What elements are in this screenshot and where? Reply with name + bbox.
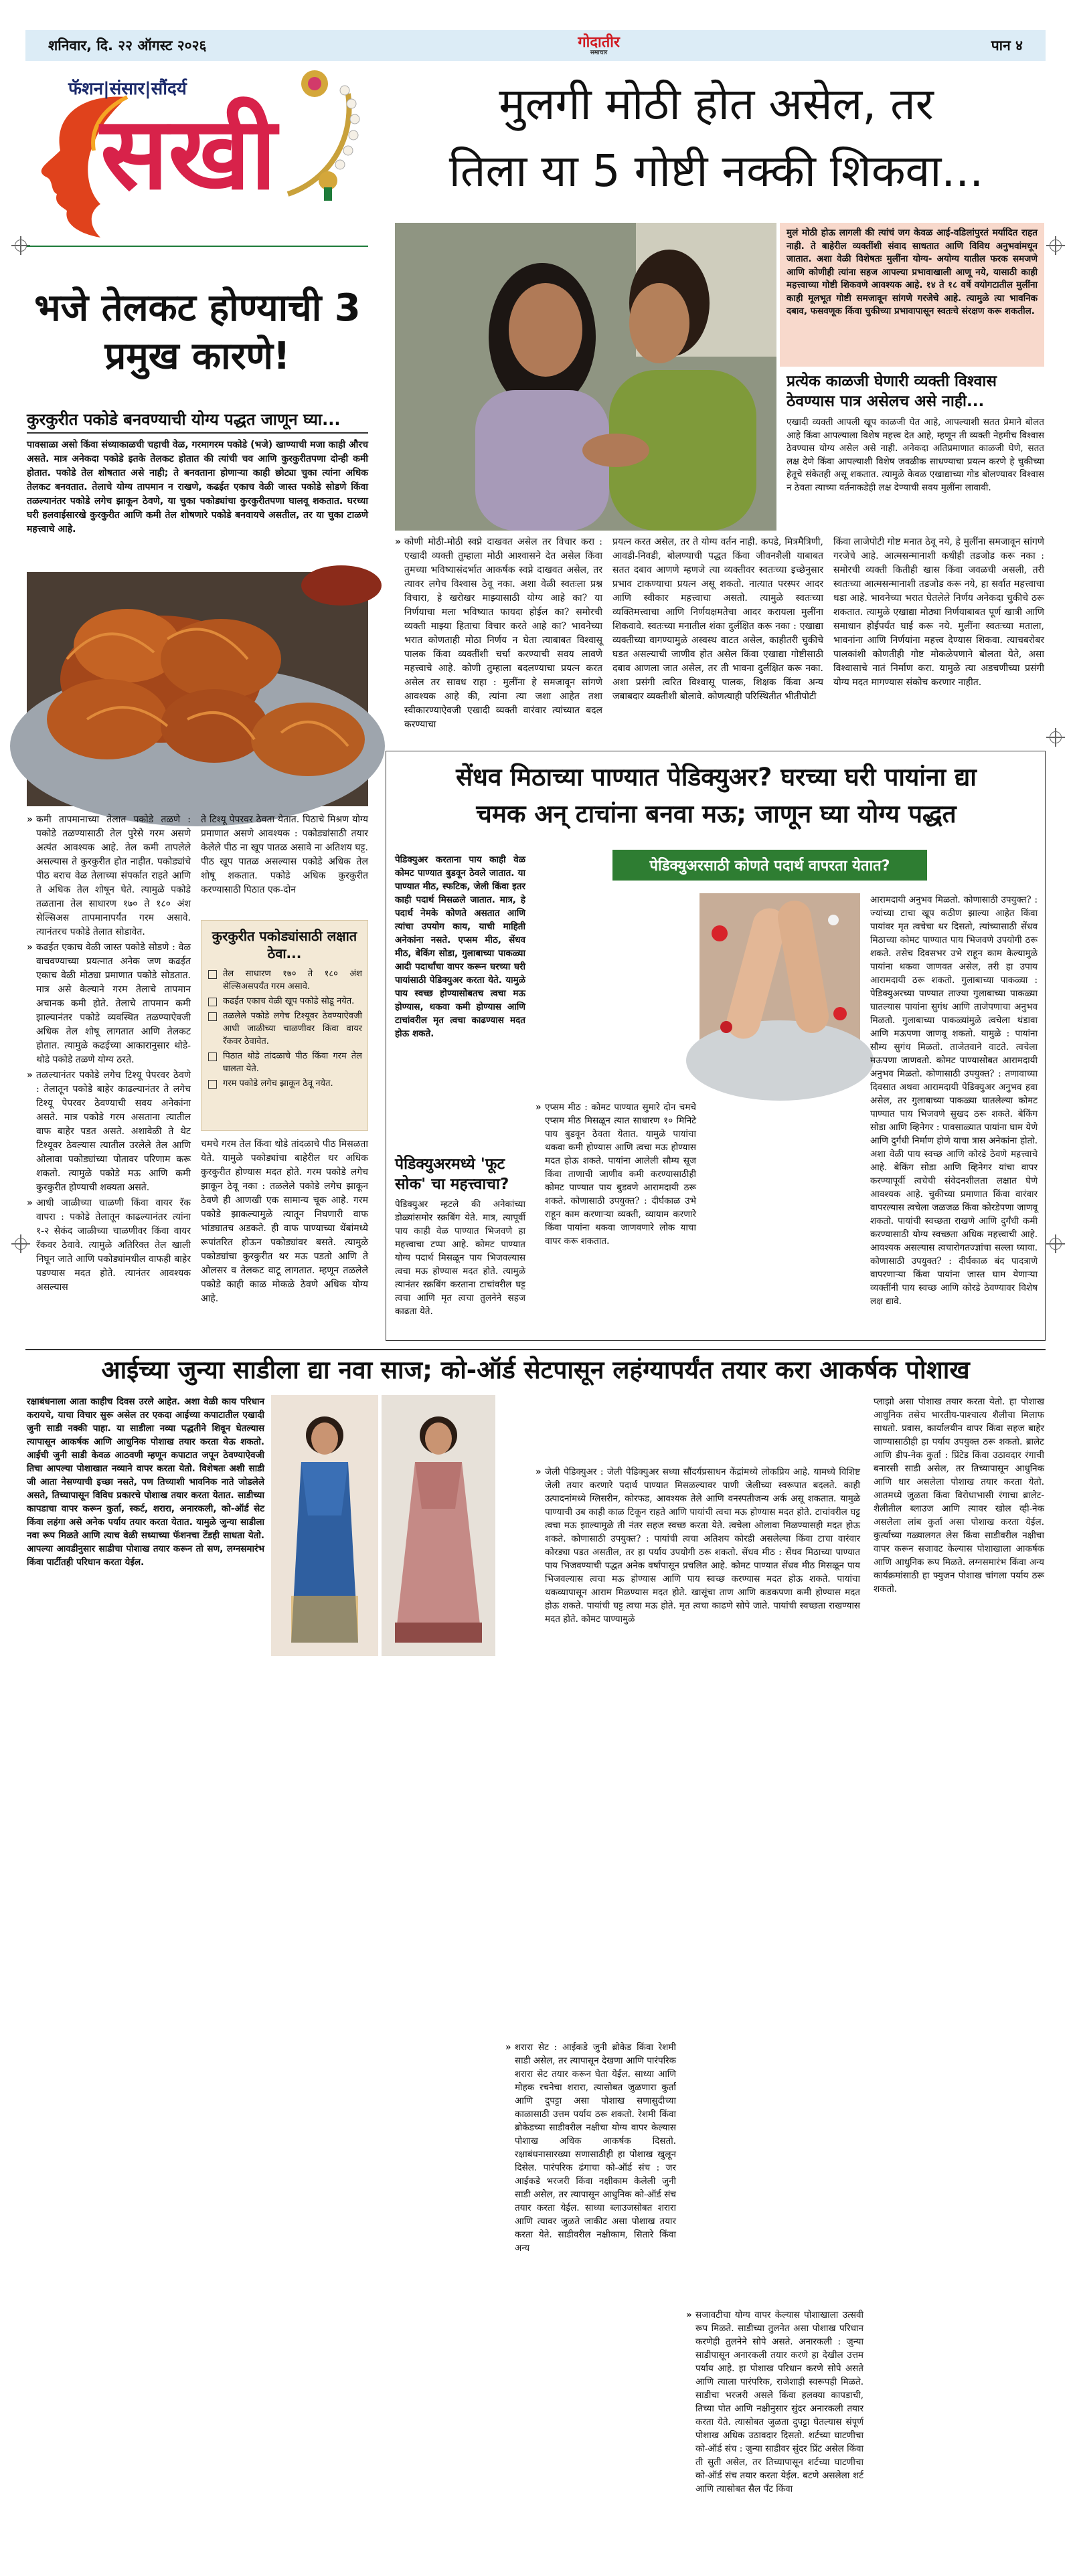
issue-date: शनिवार, दि. २२ ऑगस्ट २०२६: [48, 37, 207, 54]
bhaje-point: » कमी तापमानाच्या तेलात पकोडे तळणे : पकोडे तळण्यासाठी तेल पुरेसे गरम असणे अत्यंत आवश्यक आहे. तेल कमी तापलेले असल्यास ते कुरकुरीत होत नाहीत. पकोड्यांचे पीठ बराच वेळ तेलाच्या संपर्कात राहते आणि ते अधिक तेल शोषून घेते. त्यामुळे पकोडे तळताना तेल साधारण १७० ते १८० अंश सेल्सिअस तापमानापर्यंत गरम असावे. त्यानंतरच पकोडे तेलात सोडावेत.: [27, 813, 191, 939]
bhaje-point: » तळल्यानंतर पकोडे लगेच टिश्यू पेपरवर ठेवणे : तेलातून पकोडे बाहेर काढल्यानंतर ते लगेच टिश्यू पेपरवर ठेवण्याची सवय अनेकांना असते. मात्र पकोडे गरम असताना त्यातील वाफ बाहेर पडत असते. अशावेळी ते थेट टिश्यूवर ठेवल्यास त्यातील उरलेले तेल आणि ओलावा पकोड्यांच्या पोतावर परिणाम करू शकतो. त्यामुळे पकोडे मऊ आणि कमी कुरकुरीत होण्याची शक्यता असते.: [27, 1069, 191, 1195]
girl-side-text: एखादी व्यक्ती आपली खूप काळजी घेत आहे, आपल्याशी सतत प्रेमाने बोलत आहे किंवा आपल्याला विशेष महत्त्व देत आहे, म्हणून ती व्यक्ती नेहमीच विश्वास ठेवण्यास योग्य असेल असे नाही. अनेकदा अतिप्रमाणात काळजी घेणे, सतत लक्ष देणे किंवा आपल्याशी विशेष जवळीक साधण्याचा प्रयत्न करणे हे चुकीच्या हेतूचे संकेतही असू शकतात. त्यामुळे केवळ एखाद्याच्या गोड बोलण्यावर विश्वास न ठेवता त्याच्या वर्तनाकडेही लक्ष देण्याची सवय मुलींना लावावी.: [787, 417, 1044, 493]
section-name: सखी: [100, 96, 276, 212]
divider: [25, 1349, 1046, 1350]
girl-subhead: प्रत्येक काळजी घेणारी व्यक्ती विश्वास ठेवण्यास पात्र असेलच असे नाही...: [787, 373, 997, 410]
bhaje-point: » आधी जाळीच्या चाळणी किंवा वायर रॅक वापरा : पकोडे तेलातून काढल्यानंतर त्यांना १-२ सेकंद जाळीच्या चाळणीवर किंवा वायर रॅकवर ठेवावे. त्यामुळे अतिरिक्त तेल खाली निघून जाते आणि पकोड्यांमधील वाफही बाहेर पडण्यास मदत होते. त्यानंतर आवश्यक असल्यास: [27, 1196, 191, 1295]
bhaje-subhead: कुरकुरीत पकोडे बनवण्याची योग्य पद्धत जाणून घ्या...: [27, 409, 368, 434]
registration-mark: [15, 1238, 27, 1250]
section-tagline: फॅशन|संसार|सौंदर्य: [68, 79, 187, 99]
tips-item: तेल साधारण १७० ते १८० अंश सेल्सिअसपर्यंत गरम असावे.: [207, 968, 362, 993]
pedicure-intro: पेडिक्युअर करताना पाय काही वेळ कोमट पाण्यात बुडवून ठेवले जातात. या पाण्यात मीठ, स्फटिक, जेली किंवा इतर काही पदार्थ मिसळले जातात. मात्र, हे पदार्थ नेमके कोणते असतात आणि त्यांचा उपयोग काय, याची माहिती अनेकांना नसते. एप्सम मीठ, सेंधव मीठ, बेकिंग सोडा, गुलाबाच्या पाकळ्या आदी पदार्थांचा वापर करून घरच्या घरी पायांसाठी पेडिक्युअर करता येते. यामुळे पाय स्वच्छ होण्यासोबतच त्वचा मऊ होण्यास, थकवा कमी होण्यास आणि टाचांवरील मृत त्वचा काढण्यास मदत होऊ शकते.: [395, 854, 525, 1039]
bhaje-column-1: [27, 813, 191, 1342]
saree-photo-1: [271, 1395, 378, 1656]
tips-list: [207, 968, 362, 1090]
girl-headline-2: तिला या 5 गोष्टी नक्की शिकवा...: [448, 145, 984, 197]
pedicure-question-pill: पेडिक्युअरसाठी कोणते पदार्थ वापरता येतात?: [612, 850, 927, 881]
bhaje-point: » कढईत एकाच वेळी जास्त पकोडे सोडणे : वेळ वाचवण्याच्या प्रयत्नात अनेक जण कढईत एकाच वेळी मोठ्या प्रमाणात पकोडे सोडतात. मात्र असे केल्याने गरम तेलाचे तापमान अचानक कमी होते. तेलाचे तापमान कमी झाल्यानंतर पकोडे व्यवस्थित तळण्याऐवजी अधिक तेल शोषू लागतात आणि तेलकट होतात. त्यामुळे कढईच्या आकारानुसार थोडे-थोडे पकोडे तळणे योग्य ठरते.: [27, 941, 191, 1067]
page-header: [25, 30, 1046, 61]
mother-daughter-photo: [395, 223, 776, 531]
pedicure-photo: [699, 893, 860, 1074]
tips-box: [201, 920, 368, 1131]
bhaje-intro: पावसाळा असो किंवा संध्याकाळची चहाची वेळ, गरमागरम पकोडे (भजे) खाण्याची मजा काही औरच असते. मात्र अनेकदा पकोडे इतके तेलकट होतात की त्यांची चव आणि कुरकुरीतपणा दोन्ही कमी होतात. पकोडे तेल शोषतात असे नाही; ते बनवताना होणाऱ्या काही छोट्या चुका त्यांना अधिक तेलकट बनवतात. तेलाचे योग्य तापमान न राखणे, कढईत एकाच वेळी जास्त पकोडे सोडणे किंवा तळल्यानंतर पकोडे लगेच झाकून ठेवणे, या चुका पकोड्यांचा कुरकुरीतपणा घालवू शकतात. घरच्या घरी हलवाईसारखे कुरकुरीत आणि कमी तेल शोषणारे पकोडे बनवायचे असतील, तर या चुका टाळणे महत्त्वाचे आहे.: [27, 440, 368, 535]
registration-mark: [15, 240, 27, 252]
foot-soak-title: पेडिक्युअरमध्ये 'फूट सोक' चा महत्त्वाचा?: [395, 1156, 509, 1193]
girl-column-2: प्रयत्न करत असेल, तर ते योग्य वर्तन नाही. कपडे, मित्रमैत्रिणी, आवडी-निवडी, बोलण्याची पद्धत किंवा जीवनशैली याबाबत सतत दबाव आणणे म्हणजे त्या व्यक्तीवर स्वतःच्या इच्छेनुसार प्रभाव टाकण्याचा प्रयत्न असू शकतो. नात्यात परस्पर आदर आणि स्वीकार महत्त्वाचा असतो. त्यामुळे स्वतःच्या व्यक्तिमत्त्वाचा आणि निर्णयक्षमतेचा आदर करायला मुलींना शिकवावे. स्वतःच्या मनातील शंका दुर्लक्षित करू नका : एखाद्या व्यक्तीच्या वागण्यामुळे अस्वस्थ वाटत असेल, काहीतरी चुकीचे घडत असल्याची जाणीव होत असेल किंवा एखाद्या गोष्टीसाठी दबाव आणला जात असेल, तर ती भावना दुर्लक्षित करू नका. अशा प्रसंगी त्वरित विश्वासू पालक, शिक्षक किंवा अन्य जबाबदार व्यक्तीशी बोलावे. कोणत्याही परिस्थितीत भीतीपोटी: [612, 537, 823, 702]
saree-column-3: प्लाझो असा पोशाख तयार करता येतो. हा पोशाख आधुनिक तसेच भारतीय-पाश्चात्य शैलीचा मिलाफ साधतो. प्रवास, कार्यालयीन वापर किंवा सहज बाहेर जाण्यासाठीही हा पर्याय उपयुक्त ठरू शकतो. ब्रालेट आणि डीप-नेक कुर्ता : प्रिंटेड किंवा उठावदार रंगाची बनारसी साडी असेल, तर तिच्यापासून आधुनिक आणि धार असलेला पोशाख तयार करता येतो. आतमध्ये जुळता किंवा विरोधाभासी रंगाचा ब्रालेट-शैलीतील ब्लाउज आणि त्यावर खोल व्ही-नेक असलेला लांब कुर्ता असा पोशाख करता येईल. कुर्त्याच्या गळ्यालगत लेस किंवा साडीवरील नक्षीचा वापर करून सजावट केल्यास पोशाखाला आकर्षक आणि आधुनिक रूप मिळते. लग्नसमारंभ किंवा अन्य कार्यक्रमांसाठी हा फ्युजन पोशाख चांगला पर्याय ठरू शकतो.: [874, 1396, 1044, 1594]
foot-soak-text: पेडिक्युअर म्हटले की अनेकांच्या डोळ्यांसमोर स्क्रबिंग येते. मात्र, त्यापूर्वी पाय काही वेळ पाण्यात भिजवणे हा महत्त्वाचा टप्पा आहे. कोमट पाण्यात योग्य पदार्थ मिसळून पाय भिजवल्यास त्वचा मऊ होण्यास मदत होते. त्यामुळे त्यानंतर स्क्रबिंग करताना टाचांवरील घट्ट त्वचा आणि मृत त्वचा तुलनेने सहज काढता येते.: [395, 1199, 525, 1317]
saree-headline: आईच्या जुन्या साडीला द्या नवा साज; को-ऑर्ड सेटपासून लहंग्यापर्यंत तयार करा आकर्षक पोशाख: [101, 1356, 970, 1384]
divider: [27, 246, 368, 247]
registration-mark: [1050, 240, 1062, 252]
registration-mark: [1050, 731, 1062, 743]
saree-photo-2: [382, 1395, 495, 1656]
registration-mark: [1050, 1238, 1062, 1250]
pedicure-headline-1: सेंधव मिठाच्या पाण्यात पेडिक्युअर? घरच्या घरी पायांना द्या: [456, 763, 977, 792]
girl-column-1: » कोणी मोठी-मोठी स्वप्ने दाखवत असेल तर विचार करा : एखादी व्यक्ती तुम्हाला मोठी आश्वासने देत असेल किंवा तुमच्या भविष्यासंदर्भात आकर्षक स्वप्ने दाखवत असेल, तर त्यावर लगेच विश्वास ठेवू नका. अशा वेळी स्वतःला प्रश्न विचारा, हे खरोखर माझ्यासाठी योग्य आहे का? या निर्णयाचा मला भविष्यात फायदा होईल का? समोरची व्यक्ती माझ्या हिताचा विचार करते आहे का? भावनेच्या भरात कोणताही मोठा निर्णय न घेता त्याबाबत विश्वासू पालक किंवा व्यक्तींशी चर्चा करण्याची सवय लावणे महत्त्वाचे आहे. कोणी तुम्हाला बदलण्याचा प्रयत्न करत असेल तर सावध राहा : मुलींना हे समजावून सांगणे आवश्यक आहे की, त्यांना त्या जशा आहेत तशा स्वीकारण्याऐवजी एखादी व्यक्ती वारंवार त्यांच्यात बदल करण्याचा: [395, 535, 602, 743]
page-number: पान ४: [991, 37, 1023, 54]
bhaje-column-2: ते टिश्यू पेपरवर ठेवता येतात. पिठाचे मिश्रण योग्य प्रमाणात असणे आवश्यक : पकोड्यांसाठी तयार केलेले पीठ ना खूप पातळ असावे ना अतिशय घट्ट. पीठ खूप पातळ असल्यास पकोडे अधिक तेल शोषू शकतात. पकोडे अधिक कुरकुरीत करण्यासाठी पिठात एक-दोन: [201, 814, 368, 895]
pedicure-epsom-text: » एप्सम मीठ : कोमट पाण्यात सुमारे दोन चमचे एप्सम मीठ मिसळून त्यात साधारण १० मिनिटे पाय बुडवून ठेवता येतात. यामुळे पायांचा थकवा कमी होण्यास आणि त्वचा मऊ होण्यास मदत होऊ शकते. पायांना आलेली सौम्य सूज किंवा ताणाची जाणीव कमी करण्यासाठीही कोमट पाण्यात पाय बुडवणे आरामदायी ठरू शकते. कोणासाठी उपयुक्त? : दीर्घकाळ उभे राहून काम करणाऱ्या व्यक्ती, व्यायाम करणारे किंवा पायांना थकवा जाणवणारे लोक याचा वापर करू शकतात.: [536, 1101, 696, 1281]
bhaje-headline: भजे तेलकट होण्याची 3 प्रमुख कारणे!: [34, 286, 361, 378]
nose-ring-icon: [248, 67, 368, 221]
pedicure-jelly-text: » जेली पेडिक्युअर : जेली पेडिक्युअर सध्या सौंदर्यप्रसाधन केंद्रांमध्ये लोकप्रिय आहे. यामध्ये विशिष्ट जेली तयार करणारे पदार्थ पाण्यात मिसळल्यावर पाणी जेलीच्या स्वरूपात बदलते. काही उत्पादनांमध्ये ग्लिसरीन, कोरफड, आवश्यक तेले आणि वनस्पतीजन्य अर्क असू शकतात. यामुळे पाण्याची उब काही काळ टिकून राहते आणि पायांची त्वचा मऊ होण्यास मदत होते. टाचांवरील घट्ट त्वचा मऊ झाल्यामुळे ती नंतर सहज स्वच्छ करता येते. त्वचेला ओलावा मिळण्यासही मदत होऊ शकते. कोणासाठी उपयुक्त? : पायांची त्वचा अतिशय कोरडी असलेल्या किंवा टाचा वारंवार कोरड्या पडत असतील, तर हा पर्याय उपयोगी ठरू शकतो. सेंधव मीठ : सेंधव मिठाच्या पाण्यात पाय भिजवण्याची पद्धत अनेक वर्षांपासून प्रचलित आहे. कोमट पाण्यात सेंधव मीठ मिसळून पाय भिजवल्यास त्वचा मऊ होण्यास आणि पाय स्वच्छ करण्यास मदत होऊ शकते. पायांचा थकव्यापासून आराम मिळण्यास मदत होते. खासूंचा ताण आणि कडकपणा कमी होण्यास मदत होऊ शकते. पायांची घट्ट त्वचा मऊ होते. मृत त्वचा काढणे सोपे जाते. पायांची स्वच्छता राखण्यास मदत होते. कोमट पाण्यामुळे: [536, 1465, 860, 1723]
newspaper-logo: गोदातीर समाचार: [578, 33, 620, 56]
saree-column-2: » सजावटीचा योग्य वापर केल्यास पोशाखाला उत्सवी रूप मिळते. साडीच्या तुलनेत असा पोशाख परिधान करणेही तुलनेने सोपे असते. अनारकली : जुन्या साडीपासून अनारकली तयार करणे हा देखील उत्तम पर्याय आहे. हा पोशाख परिधान करणे सोपे असते आणि त्याला पारंपरिक, राजेशाही स्वरूपही मिळते. साडीचा भरजरी असले किंवा हलक्या कापडाची, तिच्या पोत आणि नक्षीनुसार सुंदर अनारकली तयार करता येते. त्यासोबत जुळता दुपट्टा घेतल्यास संपूर्ण पोशाख अधिक उठावदार दिसतो. शर्टच्या घाटणीचा को-ऑर्ड संच : जुन्या साडीवर सुंदर प्रिंट असेल किंवा ती सुती असेल, तर तिच्यापासून शर्टच्या घाटणीचा को-ऑर्ड संच तयार करता येईल. बटणे असलेला शर्ट आणि त्यासोबत सैल पँट किंवा: [686, 2308, 863, 2576]
tips-item: कढईत एकाच वेळी खूप पकोडे सोडू नयेत.: [207, 995, 362, 1008]
saree-intro: रक्षाबंधनाला आता काहीच दिवस उरले आहेत. अशा वेळी काय परिधान करायचे, याचा विचार सुरू असेल तर एकदा आईच्या कपाटातील एखादी जुनी साडी नक्की पाहा. या साडीला नव्या पद्धतीने शिवून घेतल्यास त्यापासून आकर्षक आणि आधुनिक पोशाख तयार करता येऊ शकतो. आईची जुनी साडी केवळ आठवणी म्हणून कपाटात जपून ठेवण्याऐवजी तिचा आपल्या पोशाखात नव्याने वापर करता येतो. विशेषतः अशी साडी जी आता नेसण्याची इच्छा नसते, पण तिच्याशी भावनिक नाते जोडलेले असते, तिच्यापासून विविध प्रकारचे पोशाख तयार करता येतात. साडीच्या कापडाचा वापर करून कुर्ता, स्कर्ट, शरारा, अनारकली, को-ऑर्ड सेट किंवा लहंगा असे अनेक पर्याय तयार करता येतात. यामुळे जुन्या साडीला नवा रूप मिळते आणि त्याच वेळी सध्याच्या फॅशनचा टेंडही साधता येतो. आपल्या आवडीनुसार साडीचा पोशाख तयार करून तो सण, लग्नसमारंभ किंवा पार्टीतही परिधान करता येईल.: [27, 1396, 264, 1568]
bhaje-column-2b: चमचे गरम तेल किंवा थोडे तांदळाचे पीठ मिसळता येते. यामुळे पकोड्यांचा बाहेरील थर अधिक कुरकुरीत होण्यास मदत होते. गरम पकोडे लगेच झाकून ठेवू नका : तळलेले पकोडे लगेच झाकून ठेवणे ही आणखी एक सामान्य चूक आहे. गरम पकोडे झाकल्यामुळे त्यातून निघणारी वाफ भांड्यातच अडकते. ही वाफ पाण्याच्या थेंबांमध्ये रूपांतरित होऊन पकोड्यांवर बसते. त्यामुळे पकोड्यांचा कुरकुरीत थर मऊ पडतो आणि ते ओलसर व तेलकट वाटू लागतात. म्हणून तळलेले पकोडे काही काळ मोकळे ठेवणे अधिक योग्य आहे.: [201, 1139, 368, 1304]
section-masthead: [27, 70, 368, 248]
pedicure-column-3: आरामदायी अनुभव मिळतो. कोणासाठी उपयुक्त? : ज्यांच्या टाचा खूप कठीण झाल्या आहेत किंवा पायांवर मृत त्वचेचा थर दिसतो, त्यांच्यासाठी सेंधव मिठाच्या कोमट पाण्यात पाय भिजवणे उपयोगी ठरू शकते. तसेच दिवसभर उभे राहून काम केल्यामुळे पायांना थकवा जाणवत असेल, तरी हा उपाय आरामदायी ठरू शकतो. गुलाबाच्या पाकळ्या : पेडिक्युअरच्या पाण्यात ताज्या गुलाबाच्या पाकळ्या घातल्यास पायांना सुगंध आणि ताजेपणाचा अनुभव मिळतो. गुलाबाच्या पाकळ्यांमुळे त्वचेला थंडावा आणि मऊपणा जाणवू शकतो. यामुळे : पायांना सौम्य सुगंध मिळतो. ताजेतवाने वाटते. त्वचेला मऊपणा जाणवतो. कोमट पाण्यासोबत आरामदायी अनुभव मिळतो. कोणासाठी उपयुक्त? : तणावाच्या दिवसात अथवा आरामदायी पेडिक्युअर अनुभव हवा असेल, तर गुलाबाच्या पाकळ्या घातलेल्या कोमट पाण्यात पाय भिजवणे सुखद ठरू शकते. बेकिंग सोडा आणि व्हिनेगर : पावसाळ्यात पायांना घाम येणे आणि दुर्गंधी निर्माण होणे याचा त्रास अनेकांना होतो. अशा वेळी पाय स्वच्छ आणि कोरडे ठेवणे महत्त्वाचे आहे. बेकिंग सोडा आणि व्हिनेगर यांचा वापर करण्यापूर्वी त्वचेची संवेदनशीलता लक्षात घेणे आवश्यक आहे. चुकीच्या प्रमाणात किंवा वारंवार वापरल्यास त्वचेला जळजळ किंवा कोरडेपणा जाणवू शकतो. पायांची स्वच्छता राखणे आणि दुर्गंधी कमी करण्यासाठी योग्य स्वच्छता अधिक महत्त्वाची आहे. आवश्यक असल्यास त्वचारोगतज्ज्ञांचा सल्ला घ्यावा. कोणासाठी उपयुक्त? : दीर्घकाळ बंद पादत्राणे वापरणाऱ्या किंवा पायांना जास्त घाम येणाऱ्या व्यक्तींनी पाय स्वच्छ आणि कोरडे ठेवण्यावर विशेष लक्ष द्यावे.: [870, 895, 1038, 1307]
saree-column-1: » शरारा सेट : आईकडे जुनी ब्रोकेड किंवा रेशमी साडी असेल, तर त्यापासून देखणा आणि पारंपरिक शरारा सेट तयार करून घेता येईल. साध्या आणि मोहक रचनेचा शरारा, त्यासोबत जुळणारा कुर्ता आणि दुपट्टा असा पोशाख सणासुदीच्या काळासाठी उत्तम पर्याय ठरू शकतो. रेशमी किंवा ब्रोकेडच्या साडीवरील नक्षीचा योग्य वापर केल्यास पोशाख अधिक आकर्षक दिसतो. रक्षाबंधनासारख्या सणासाठीही हा पोशाख खुलून दिसेल. पारंपरिक ढंगाचा को-ऑर्ड संच : जर आईकडे भरजरी किंवा नक्षीकाम केलेली जुनी साडी असेल, तर त्यापासून आधुनिक को-ऑर्ड संच तयार करता येईल. साध्या ब्लाउजसोबत शरारा आणि त्यावर जुळते जाकीट असा पोशाख तयार करता येते. साडीवरील नक्षीकाम, सितारे किंवा अन्य: [505, 2041, 676, 2308]
girl-column-3: किंवा लाजेपोटी गोष्ट मनात ठेवू नये, हे मुलींना समजावून सांगणे गरजेचे आहे. आत्मसन्मानाशी कधीही तडजोड करू नका : समोरची व्यक्ती कितीही खास किंवा जवळची असली, तरी स्वतःच्या आत्मसन्मानाशी तडजोड करू नये, हा सर्वात महत्त्वाचा धडा आहे. भावनेच्या भरात घेतलेले निर्णय अनेकदा चुकीचे ठरू शकतात. त्यामुळे एखाद्या मोठ्या निर्णयाबाबत पूर्ण खात्री आणि समाधान होईपर्यंत घाई करू नये. मुलींना स्वतःच्या मताला, भावनांना आणि निर्णयांना महत्त्व देण्यास शिकवा. त्याचबरोबर पालकांशी कोणतीही गोष्ट मोकळेपणाने बोलता येते, असा विश्वासाचे नातं निर्माण करा. यामुळे त्या अडचणीच्या प्रसंगी योग्य मदत मागण्यास संकोच करणार नाहीत.: [833, 537, 1044, 688]
tips-item: तळलेले पकोडे लगेच टिश्यूवर ठेवण्याऐवजी आधी जाळीच्या चाळणीवर किंवा वायर रॅकवर ठेवावेत.: [207, 1010, 362, 1048]
pakoda-photo: [27, 572, 368, 806]
tips-item: गरम पकोडे लगेच झाकून ठेवू नयेत.: [207, 1077, 362, 1090]
tips-item: पिठात थोडे तांदळाचे पीठ किंवा गरम तेल घालता येते.: [207, 1050, 362, 1075]
girl-intro: मुलं मोठी होऊ लागली की त्यांचं जग केवळ आई-वडिलांपुरतं मर्यादित राहत नाही. ते बाहेरील व्यक्तींशी संवाद साधतात आणि विविध अनुभवांमधून जातात. अशा वेळी विशेषतः मुलींना योग्य- अयोग्य यातील फरक समजणे आणि कोणीही त्यांना सहज आपल्या प्रभावाखाली आणू नये, यासाठी काही महत्त्वाच्या गोष्टी शिकवणे आवश्यक आहे. १४ ते १८ वर्षे वयोगटातील मुलींना काही मूलभूत गोष्टी समजावून सांगणे गरजेचे आहे. त्यामुळे त्या भावनिक दबाव, फसवणूक किंवा चुकीच्या प्रभावापासून स्वतःचे संरक्षण करू शकतील.: [780, 223, 1044, 367]
girl-headline-1: मुलगी मोठी होत असेल, तर: [499, 78, 934, 130]
tips-box-title: कुरकुरीत पकोड्यांसाठी लक्षात ठेवा...: [212, 928, 357, 961]
pedicure-headline-2: चमक अन् टाचांना बनवा मऊ; जाणून घ्या योग्य पद्धत: [476, 800, 957, 828]
